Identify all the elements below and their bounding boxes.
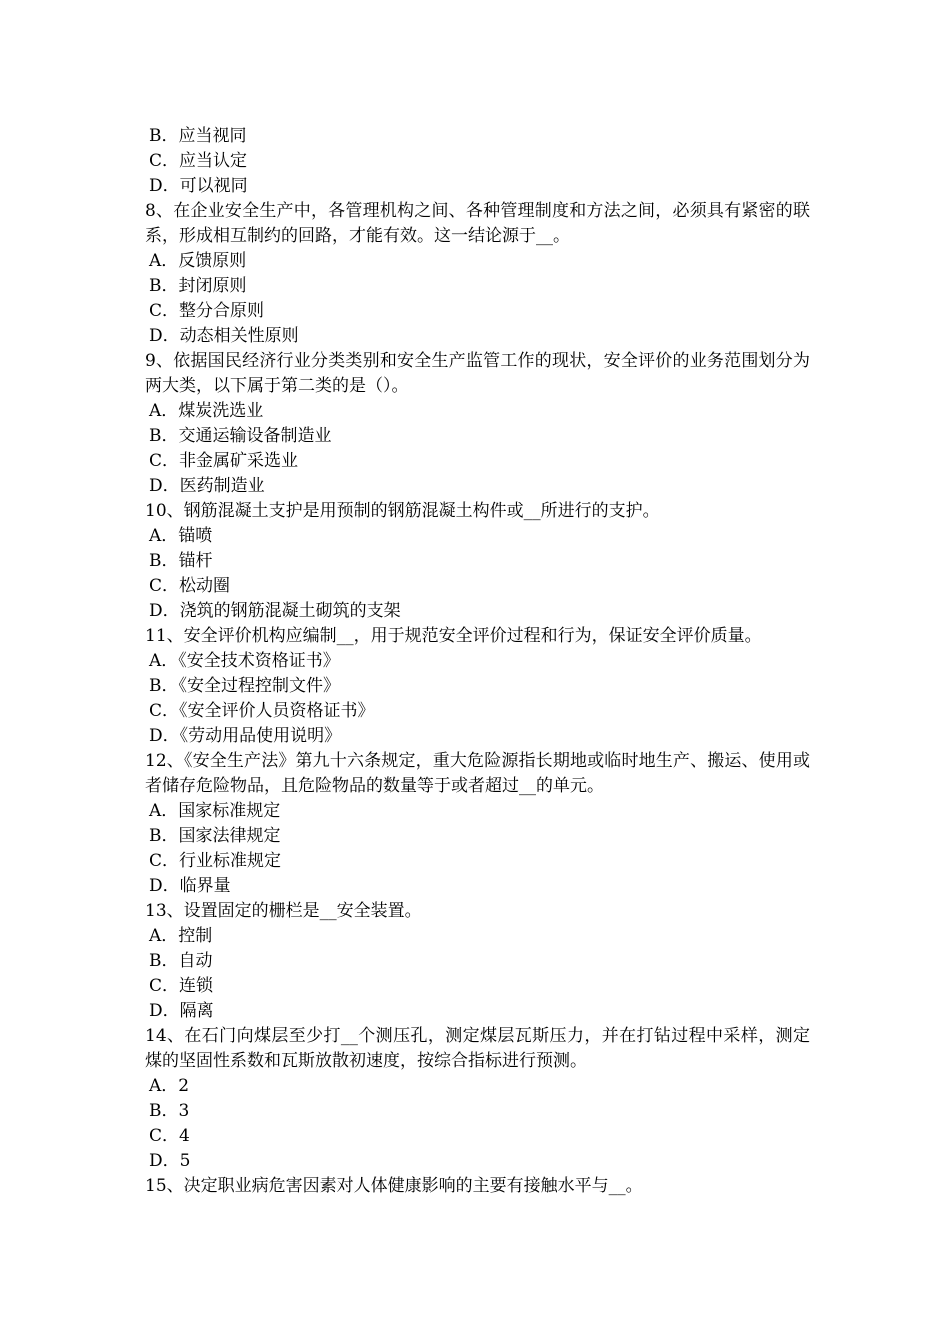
answer-option: C．松动圈 <box>149 576 231 596</box>
answer-option: A．《安全技术资格证书》 <box>149 651 340 671</box>
answer-option: D．5 <box>149 1151 191 1171</box>
question-text: 11、安全评价机构应编制__，用于规范安全评价过程和行为，保证安全评价质量。 <box>145 626 762 646</box>
answer-option: A．反馈原则 <box>149 251 247 271</box>
answer-option: A．国家标准规定 <box>149 801 281 821</box>
answer-option: D．医药制造业 <box>149 476 265 496</box>
answer-option: C．行业标准规定 <box>149 851 282 871</box>
answer-option: C．非金属矿采选业 <box>149 451 299 471</box>
question-text: 12、《安全生产法》第九十六条规定，重大危险源指长期地或临时地生产、搬运、使用或者储存危险物品，且危险物品的数量等于或者超过__的单元。 <box>145 751 810 796</box>
answer-option: D．《劳动用品使用说明》 <box>149 726 342 746</box>
answer-option: B．3 <box>149 1101 190 1121</box>
question-text: 10、钢筋混凝土支护是用预制的钢筋混凝土构件或__所进行的支护。 <box>145 501 660 521</box>
answer-option: C．4 <box>149 1126 190 1146</box>
answer-option: B．《安全过程控制文件》 <box>149 676 340 696</box>
answer-option: C．连锁 <box>149 976 214 996</box>
question-text: 8、在企业安全生产中，各管理机构之间、各种管理制度和方法之间，必须具有紧密的联系，形成相互制约的回路，才能有效。这一结论源于__。 <box>145 201 810 246</box>
question-text: 9、依据国民经济行业分类类别和安全生产监管工作的现状，安全评价的业务范围划分为两大类，以下属于第二类的是（）。 <box>145 351 810 396</box>
question-text: 13、设置固定的栅栏是__安全装置。 <box>145 901 422 921</box>
answer-option: B．自动 <box>149 951 213 971</box>
answer-option: B．锚杆 <box>149 551 213 571</box>
question-text: 15、决定职业病危害因素对人体健康影响的主要有接触水平与__。 <box>145 1176 643 1196</box>
answer-option: D．浇筑的钢筋混凝土砌筑的支架 <box>149 601 401 621</box>
answer-option: C．应当认定 <box>149 151 248 171</box>
answer-option: A．锚喷 <box>149 526 213 546</box>
document-body <box>145 124 810 1199</box>
answer-option: B．封闭原则 <box>149 276 247 296</box>
answer-option: D．动态相关性原则 <box>149 326 299 346</box>
answer-option: D．可以视同 <box>149 176 248 196</box>
answer-option: D．隔离 <box>149 1001 214 1021</box>
answer-option: B．国家法律规定 <box>149 826 281 846</box>
answer-option: A．控制 <box>149 926 213 946</box>
answer-option: C．《安全评价人员资格证书》 <box>149 701 375 721</box>
answer-option: A．煤炭洗选业 <box>149 401 264 421</box>
answer-option: C．整分合原则 <box>149 301 265 321</box>
answer-option: D．临界量 <box>149 876 231 896</box>
answer-option: B．应当视同 <box>149 126 247 146</box>
answer-option: A．2 <box>149 1076 190 1096</box>
question-text: 14、在石门向煤层至少打__个测压孔，测定煤层瓦斯压力，并在打钻过程中采样，测定煤的坚固性系数和瓦斯放散初速度，按综合指标进行预测。 <box>145 1026 810 1071</box>
answer-option: B．交通运输设备制造业 <box>149 426 332 446</box>
